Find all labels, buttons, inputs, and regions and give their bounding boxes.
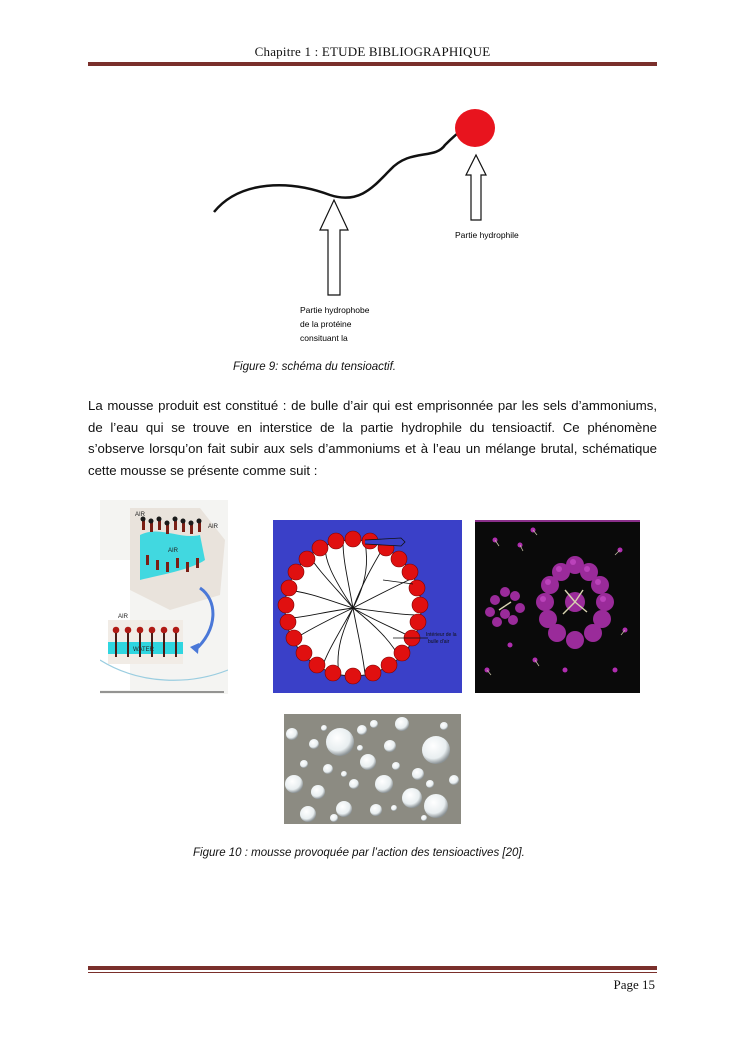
label-partie-hydrophobe: Partie hydrophobe [300,305,370,315]
label-partie-hydrophile: Partie hydrophile [455,230,519,240]
label-water: WATER [133,647,154,653]
hydrophile-arrow [466,155,486,220]
figure-10-bubble-cross-section [273,520,462,693]
body-paragraph: La mousse produit est constitué : de bulle d’air qui est emprisonnée par les sels d’ammoniums, de l’eau qui se trouve en interstice de la partie hydrophile du tensioactif. Ce phénomène s’observe lorsqu’on fait subir aux sels d’ammoniums et à l’eau un mélange brutal, schématique cette mousse se présente comme suit : [88,398,657,478]
header-rule [88,62,657,66]
figure-10-caption: Figure 10 : mousse provoquée par l’action des tensioactives [20]. [193,847,525,859]
hydrophilic-head [455,109,495,147]
label-de-la-proteine: de la protéine [300,319,352,329]
figure-10-micelle-render [475,520,640,693]
label-air-4: AIR [118,614,129,620]
label-air-1: AIR [135,512,146,518]
label-bulle-air: bulle d'air [428,639,450,645]
label-air-3: AIR [168,548,179,554]
page-number: Page 15 [613,977,655,992]
label-interieur: Intérieur de la [426,632,457,638]
footer-rule-thin [88,972,657,973]
chapter-header: Chapitre 1 : ETUDE BIBLIOGRAPHIQUE [254,44,491,59]
hydrophobic-tail [214,130,462,212]
figure-10-bubble-micrograph [284,714,461,824]
label-air-2: AIR [208,524,219,530]
figure-9-surfactant-diagram [200,100,560,350]
footer-rule-thick [88,966,657,970]
figure-9-caption: Figure 9: schéma du tensioactif. [233,361,396,373]
figure-10-air-water-illustration [100,500,228,694]
label-consituant: consituant la [300,333,348,343]
hydrophobe-arrow [320,200,348,295]
